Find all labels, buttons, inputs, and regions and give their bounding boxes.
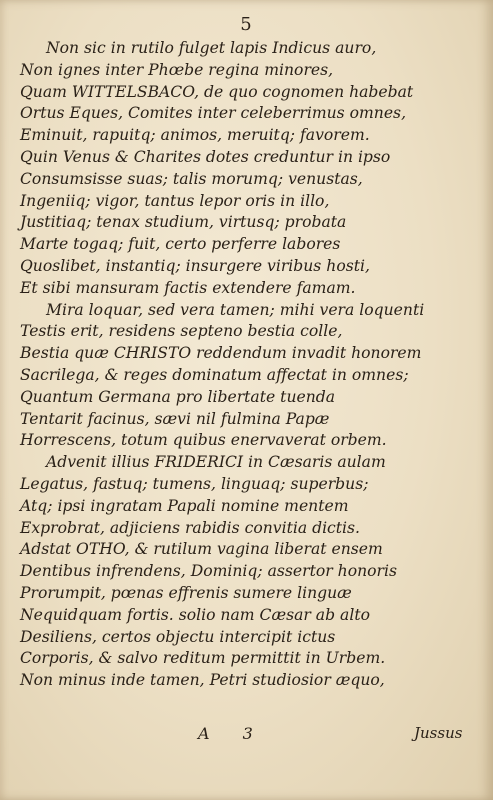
verse-line: Corporis, & salvo reditum permittit in Urbem. [20, 649, 386, 668]
verse-line: Ortus Eques, Comites inter celeberrimus omnes, [20, 104, 407, 123]
verse-line: Advenit illius FRIDERICI in Cæsaris aulam [46, 453, 386, 472]
signature-mark: A 3 [198, 724, 267, 743]
verse-line: Desiliens, certos objectu intercipit ictus [20, 627, 336, 646]
page-footer [0, 724, 493, 748]
catchword: Jussus [414, 724, 463, 742]
verse-line: Eminuit, rapuitq; animos, meruitq; favorem. [20, 126, 370, 145]
verse-line: Non minus inde tamen, Petri studiosior æquo, [20, 671, 385, 690]
verse-line: Mira loquar, sed vera tamen; mihi vera loquenti [46, 300, 425, 319]
verse-line: Testis erit, residens septeno bestia colle, [20, 322, 343, 341]
verse-line: Quin Venus & Charites dotes creduntur in ipso [20, 147, 391, 166]
verse-line: Tentarit facinus, sævi nil fulmina Papæ [20, 409, 330, 428]
verse-line: Prorumpit, pœnas effrenis sumere linguæ [20, 583, 352, 602]
verse-line: Sacrilega, & reges dominatum affectat in omnes; [20, 365, 409, 384]
verse-line: Adstat OTHO, & rutilum vagina liberat ensem [20, 540, 383, 559]
verse-text [0, 38, 493, 692]
verse-line: Justitiaq; tenax studium, virtusq; probata [20, 213, 347, 232]
page-number: 5 [240, 14, 253, 35]
verse-line: Ingeniiq; vigor, tantus lepor oris in illo, [20, 191, 330, 210]
verse-line: Dentibus infrendens, Dominiq; assertor honoris [20, 562, 397, 581]
verse-line: Marte togaq; fuit, certo perferre labores [20, 235, 341, 254]
verse-line: Legatus, fastuq; tumens, linguaq; superbus; [20, 474, 369, 493]
verse-line: Non ignes inter Phœbe regina minores, [20, 60, 334, 79]
verse-line: Quantum Germana pro libertate tuenda [20, 387, 336, 406]
verse-line: Exprobrat, adjiciens rabidis convitia dictis. [20, 518, 361, 537]
verse-line: Quam WITTELSBACO, de quo cognomen habebat [20, 82, 414, 101]
verse-line: Consumsisse suas; talis morumq; venustas, [20, 169, 363, 188]
verse-line: Quoslibet, instantiq; insurgere viribus hosti, [20, 256, 370, 275]
verse-line: Atq; ipsi ingratam Papali nomine mentem [20, 496, 349, 515]
verse-line: Et sibi mansuram factis extendere famam. [20, 278, 356, 297]
verse-line: Bestia quæ CHRISTO reddendum invadit honorem [20, 344, 422, 363]
verse-line: Horrescens, totum quibus enervaverat orbem. [20, 431, 387, 450]
verse-line: Non sic in rutilo fulget lapis Indicus auro, [46, 39, 377, 57]
verse-line: Nequidquam fortis. solio nam Cæsar ab alto [20, 605, 370, 624]
